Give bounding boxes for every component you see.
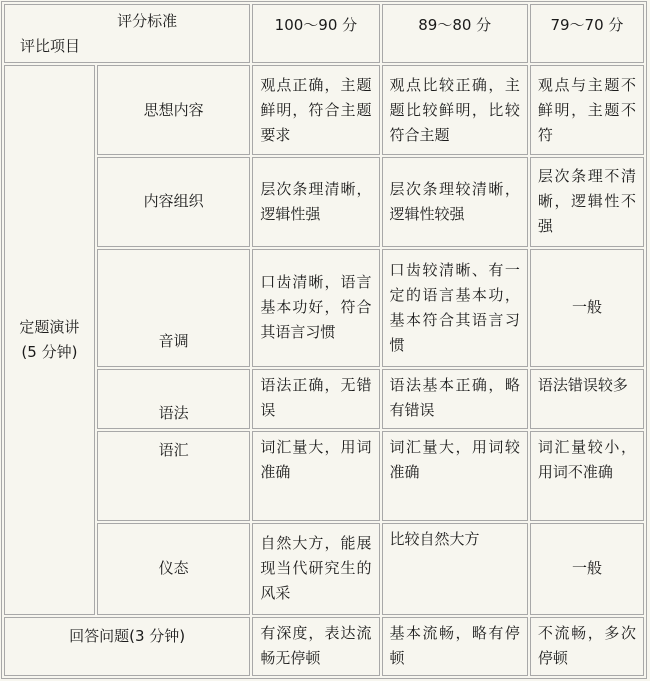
- criteria-cell: 层次条理较清晰，逻辑性较强: [382, 157, 528, 247]
- section-speech-label: 定题演讲: [19, 317, 80, 336]
- section-speech-duration: (5 分钟): [21, 342, 78, 361]
- criteria-cell: 比较自然大方: [382, 523, 528, 615]
- criteria-cell: 语法基本正确，略有错误: [382, 369, 528, 429]
- criteria-cell: 词汇量大，用词准确: [252, 431, 379, 521]
- criteria-cell: 词汇量较小，用词不准确: [530, 431, 644, 521]
- criteria-cell: 口齿较清晰、有一定的语言基本功，基本符合其语言习惯: [382, 249, 528, 367]
- table-row: [4, 249, 644, 367]
- criteria-cell: 自然大方，能展现当代研究生的风采: [252, 523, 379, 615]
- header-diagonal-cell: [4, 4, 250, 63]
- criteria-cell: 观点比较正确，主题比较鲜明，比较符合主题: [382, 65, 528, 155]
- criteria-cell: 观点与主题不鲜明，主题不符: [530, 65, 644, 155]
- criteria-cell: 一般: [530, 249, 644, 367]
- criteria-cell: 语法正确，无错误: [252, 369, 379, 429]
- criteria-cell: 基本流畅，略有停顿: [382, 617, 528, 676]
- header-score-100-90: 100～90 分: [252, 4, 379, 63]
- table-row: [4, 523, 644, 615]
- item-label: 语法: [97, 369, 250, 429]
- item-label: 音调: [97, 249, 250, 367]
- item-label: 仪态: [97, 523, 250, 615]
- criteria-cell: 观点正确，主题鲜明，符合主题要求: [252, 65, 379, 155]
- criteria-cell: 语法错误较多: [530, 369, 644, 429]
- table-row: [4, 65, 644, 155]
- scoring-standard-label: 评分标准: [117, 11, 178, 30]
- criteria-cell: 层次条理不清晰，逻辑性不强: [530, 157, 644, 247]
- criteria-cell: 层次条理清晰，逻辑性强: [252, 157, 379, 247]
- criteria-cell: 不流畅，多次停顿: [530, 617, 644, 676]
- criteria-cell: 词汇量大，用词较准确: [382, 431, 528, 521]
- item-label: 思想内容: [97, 65, 250, 155]
- evaluation-item-label: 评比项目: [20, 36, 81, 55]
- item-label: 内容组织: [97, 157, 250, 247]
- header-score-89-80: 89～80 分: [382, 4, 528, 63]
- section-speech-cell: [4, 65, 95, 615]
- table-row: [4, 617, 644, 676]
- criteria-cell: 有深度，表达流畅无停顿: [252, 617, 379, 676]
- scoring-rubric-table: [1, 1, 647, 679]
- criteria-cell: 一般: [530, 523, 644, 615]
- table-row: [4, 369, 644, 429]
- header-row: [4, 4, 644, 63]
- item-label: 语汇: [97, 431, 250, 521]
- table-row: [4, 157, 644, 247]
- table-row: [4, 431, 644, 521]
- criteria-cell: 口齿清晰，语言基本功好，符合其语言习惯: [252, 249, 379, 367]
- section-qa-label: 回答问题(3 分钟): [4, 617, 250, 676]
- header-score-79-70: 79～70 分: [530, 4, 644, 63]
